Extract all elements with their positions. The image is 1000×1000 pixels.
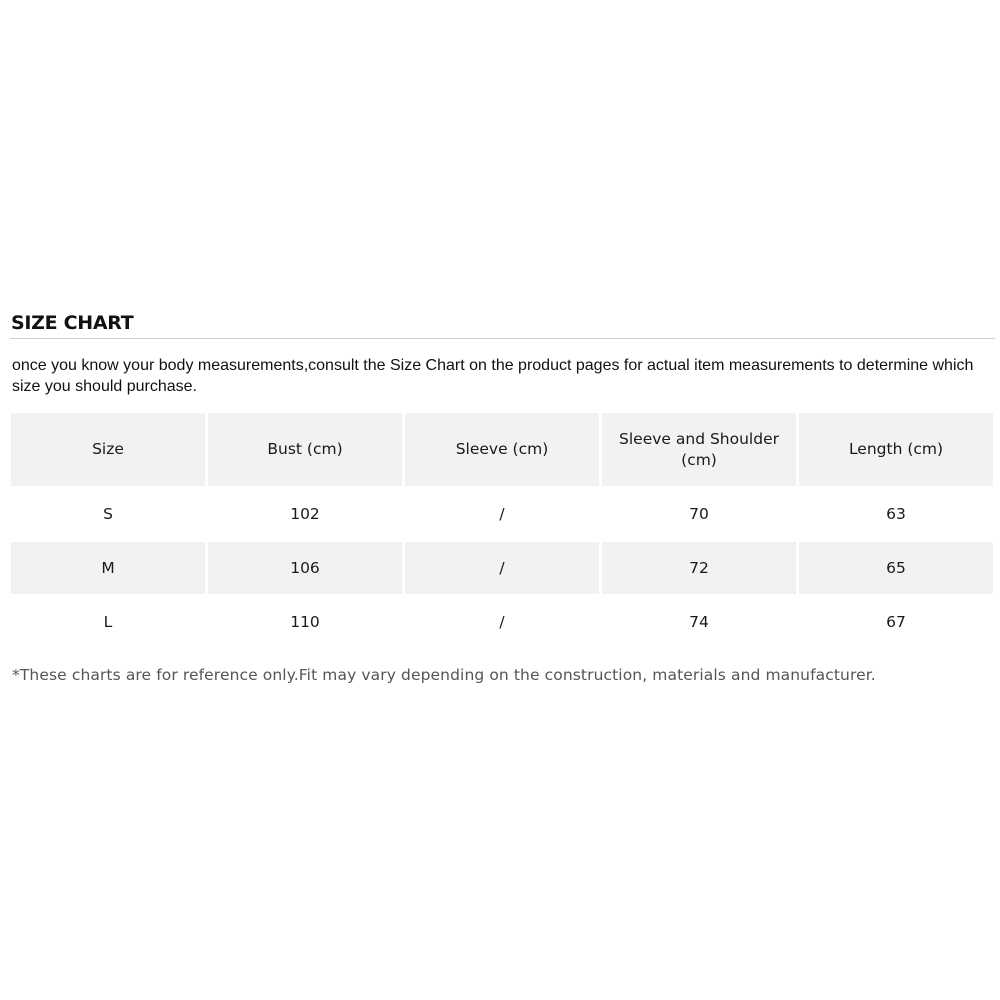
- footnote: *These charts are for reference only.Fit may vary depending on the construction, materials and manufacturer.: [12, 666, 876, 684]
- table-cell: 102: [208, 486, 402, 542]
- table-cell: 110: [208, 594, 402, 650]
- page-title: SIZE CHART: [11, 312, 134, 334]
- table-cell: 63: [799, 486, 993, 542]
- table-cell: /: [405, 542, 599, 594]
- table-header-row: [11, 413, 993, 486]
- table-row: [11, 486, 993, 542]
- table-cell: 74: [602, 594, 796, 650]
- table-cell: S: [11, 486, 205, 542]
- table-cell: 72: [602, 542, 796, 594]
- table-cell: M: [11, 542, 205, 594]
- size-table: [8, 413, 996, 650]
- table-row: [11, 594, 993, 650]
- intro-text: once you know your body measurements,consult the Size Chart on the product pages for actual item measurements to determine which size you should purchase.: [12, 357, 974, 395]
- column-header-sleeve-shoulder: Sleeve and Shoulder (cm): [602, 413, 796, 486]
- table-cell: /: [405, 486, 599, 542]
- table-cell: 67: [799, 594, 993, 650]
- title-divider: [10, 338, 995, 339]
- column-header-length: Length (cm): [799, 413, 993, 486]
- column-header-bust: Bust (cm): [208, 413, 402, 486]
- table-cell: 70: [602, 486, 796, 542]
- table-row: [11, 542, 993, 594]
- table-cell: 65: [799, 542, 993, 594]
- table-cell: /: [405, 594, 599, 650]
- column-header-size: Size: [11, 413, 205, 486]
- table-cell: 106: [208, 542, 402, 594]
- column-header-sleeve: Sleeve (cm): [405, 413, 599, 486]
- table-cell: L: [11, 594, 205, 650]
